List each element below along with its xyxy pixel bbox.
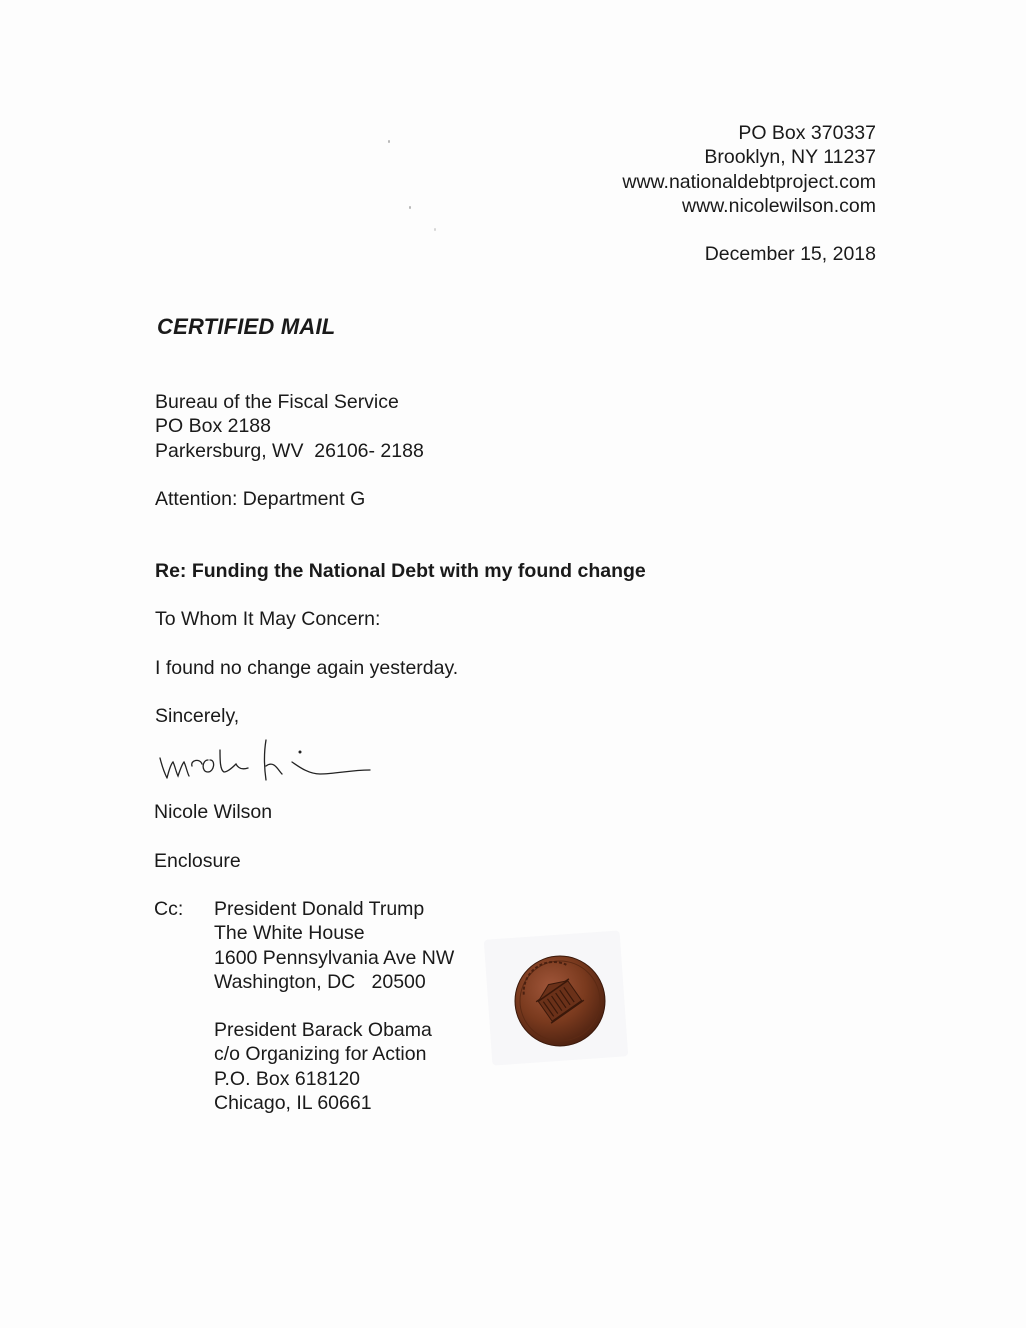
scan-speck xyxy=(388,140,390,143)
sender-website-1: www.nationaldebtproject.com xyxy=(622,170,876,193)
subject-line: Re: Funding the National Debt with my found change xyxy=(155,560,646,582)
recipient-po-box: PO Box 2188 xyxy=(155,415,271,438)
cc-recipient-line: c/o Organizing for Action xyxy=(214,1043,427,1066)
cc-recipient xyxy=(214,897,454,994)
cc-recipient-line: President Barack Obama xyxy=(214,1019,432,1041)
closing: Sincerely, xyxy=(155,705,240,727)
sender-website-2: www.nicolewilson.com xyxy=(682,194,876,217)
sender-city: Brooklyn, NY 11237 xyxy=(704,146,876,169)
cc-label: Cc: xyxy=(154,898,184,920)
signer-name: Nicole Wilson xyxy=(154,801,273,823)
cc-recipient-line: Chicago, IL 60661 xyxy=(214,1091,372,1114)
letter-body: I found no change again yesterday. xyxy=(155,657,459,679)
scan-speck xyxy=(409,206,411,209)
sender-address xyxy=(622,121,876,218)
recipient-city: Parkersburg, WV 26106- 2188 xyxy=(155,439,424,462)
cc-recipient-line: Washington, DC 20500 xyxy=(214,970,426,993)
sender-po-box: PO Box 370337 xyxy=(738,122,876,144)
recipient-name: Bureau of the Fiscal Service xyxy=(155,391,399,413)
cc-recipient-line: 1600 Pennsylvania Ave NW xyxy=(214,946,455,969)
cc-recipient-line: The White House xyxy=(214,922,365,945)
certified-mail-heading: CERTIFIED MAIL xyxy=(157,314,336,339)
letter-date: December 15, 2018 xyxy=(704,243,876,265)
attention-line: Attention: Department G xyxy=(155,488,366,510)
handwritten-signature xyxy=(150,730,390,790)
cc-recipient xyxy=(214,1018,432,1115)
recipient-address xyxy=(155,390,424,463)
cc-recipient-line: P.O. Box 618120 xyxy=(214,1067,361,1090)
enclosure-note: Enclosure xyxy=(154,850,241,872)
scan-speck xyxy=(434,228,436,231)
cc-recipient-line: President Donald Trump xyxy=(214,898,425,920)
penny-coin-icon xyxy=(514,955,606,1047)
salutation: To Whom It May Concern: xyxy=(155,608,381,630)
